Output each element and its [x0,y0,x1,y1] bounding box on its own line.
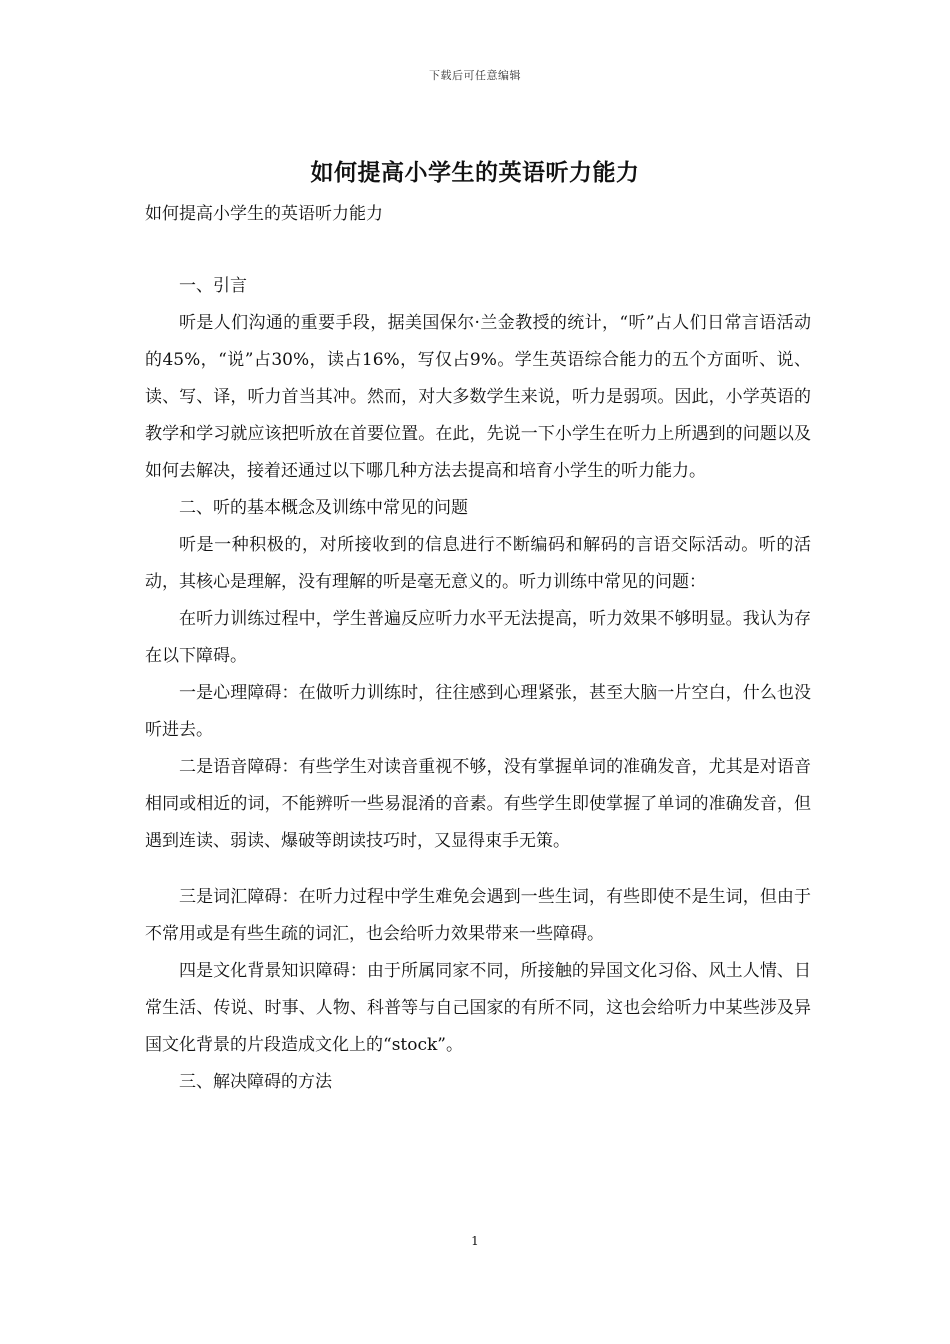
document-title: 如何提高小学生的英语听力能力 [310,159,640,186]
document-subtitle: 如何提高小学生的英语听力能力 [145,204,383,224]
section-heading-solutions: 三、解决障碍的方法 [179,1072,332,1092]
document-body [145,196,811,1101]
header-note: 下载后可任意编辑 [429,69,521,82]
body-paragraph: 一是心理障碍：在做听力训练时，往往感到心理紧张，甚至大脑一片空白，什么也没听进去。 [145,683,811,740]
body-paragraph: 四是文化背景知识障碍：由于所属同家不同，所接触的异国文化习俗、风土人情、日常生活、传说、时事、人物、科普等与自己国家的有所不同，这也会给听力中某些涉及异国文化背景的片段造成文化上的“stock”。 [145,961,811,1055]
body-paragraph: 听是人们沟通的重要手段，据美国保尔·兰金教授的统计，“听”占人们日常言语活动的45%，“说”占30%，读占16%，写仅占9%。学生英语综合能力的五个方面听、说、读、写、译，听力首当其冲。然而，对大多数学生来说，听力是弱项。因此，小学英语的教学和学习就应该把听放在首要位置。在此，先说一下小学生在听力上所遇到的问题以及如何去解决，接着还通过以下哪几种方法去提高和培育小学生的听力能力。 [145,313,811,481]
body-paragraph: 在听力训练过程中，学生普遍反应听力水平无法提高，听力效果不够明显。我认为存在以下障碍。 [145,609,811,666]
page-number: 1 [471,1234,479,1248]
section-heading-introduction: 一、引言 [179,276,247,296]
body-paragraph: 二是语音障碍：有些学生对读音重视不够，没有掌握单词的准确发音，尤其是对语音相同或相近的词，不能辨听一些易混淆的音素。有些学生即使掌握了单词的准确发音，但遇到连读、弱读、爆破等朗读技巧时，又显得束手无策。 [145,757,811,851]
section-heading-basic-concepts: 二、听的基本概念及训练中常见的问题 [179,498,468,518]
body-paragraph: 听是一种积极的，对所接收到的信息进行不断编码和解码的言语交际活动。听的活动，其核心是理解，没有理解的听是毫无意义的。听力训练中常见的问题： [145,535,811,592]
body-paragraph: 三是词汇障碍：在听力过程中学生难免会遇到一些生词，有些即使不是生词，但由于不常用或是有些生疏的词汇，也会给听力效果带来一些障碍。 [145,887,811,944]
